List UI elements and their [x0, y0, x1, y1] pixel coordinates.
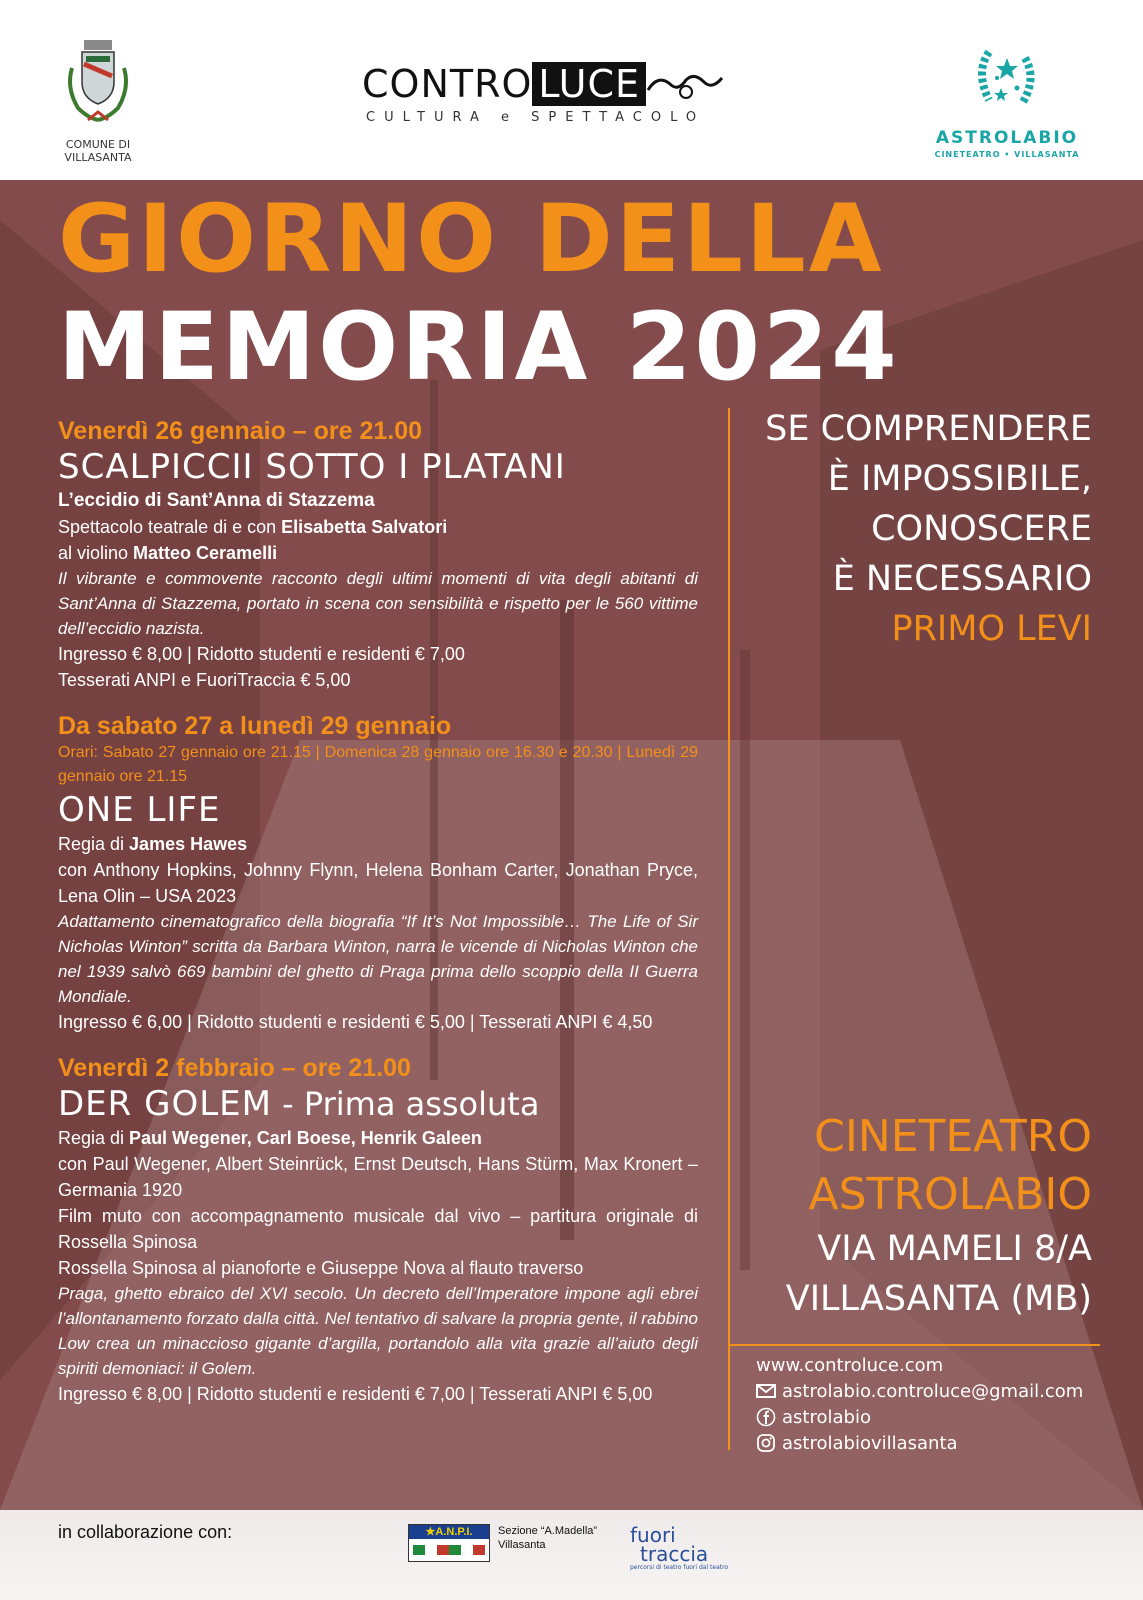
- contacts-block: [756, 1352, 1096, 1456]
- title-line2: MEMORIA 2024: [58, 293, 900, 402]
- title-line1: GIORNO DELLA: [58, 185, 885, 294]
- dragon-ornament-icon: [646, 70, 724, 104]
- director-name: James Hawes: [129, 834, 248, 854]
- event-price: Tesserati ANPI e FuoriTraccia € 5,00: [58, 670, 351, 690]
- event-date: Venerdì 26 gennaio – ore 21.00: [58, 417, 423, 445]
- event-price: Ingresso € 6,00 | Ridotto studenti e residenti € 5,00 | Tesserati ANPI € 4,50: [58, 1012, 653, 1032]
- quote-line: CONOSCERE: [871, 509, 1092, 549]
- credit-name: Matteo Ceramelli: [133, 543, 278, 563]
- astrolabio-logo: [922, 38, 1092, 159]
- poster-main: [0, 180, 1143, 1510]
- collaboration-label: in collaborazione con:: [58, 1522, 233, 1542]
- event-subtitle: L’eccidio di Sant’Anna di Stazzema: [58, 490, 375, 511]
- quote-line: È IMPOSSIBILE,: [827, 459, 1092, 499]
- event-description: Adattamento cinematografico della biografia “If It’s Not Impossible… The Life of Sir Nicholas Winton” scritta da Barbara Winton, narra le vicende di Nicholas Winton che nel 1939 salvò 669 bambini del ghetto di Praga prima dello scoppio della II Guerra Mondiale.: [58, 912, 698, 1006]
- fuoritraccia-tagline: percorsi di teatro fuori dal teatro: [630, 1564, 729, 1571]
- event-director: [58, 1125, 698, 1151]
- event-price: Ingresso € 8,00 | Ridotto studenti e residenti € 7,00 | Tesserati ANPI € 5,00: [58, 1384, 653, 1404]
- venue-name-line1: CINETEATRO: [814, 1111, 1092, 1162]
- header: [0, 0, 1143, 180]
- anpi-text: [498, 1524, 597, 1552]
- contact-instagram[interactable]: [756, 1430, 1096, 1456]
- anpi-line2: Villasanta: [498, 1539, 546, 1551]
- event-date: Da sabato 27 a lunedì 29 gennaio: [58, 712, 452, 740]
- italian-flag-icon: [413, 1545, 485, 1555]
- controluce-wordmark: [362, 62, 782, 106]
- vertical-divider: [728, 408, 730, 1450]
- horizontal-divider: [730, 1344, 1100, 1346]
- controluce-tagline: CULTURA e SPETTACOLO: [366, 110, 706, 125]
- event-description: Il vibrante e commovente racconto degli ultimi momenti di vita degli abitanti di Sant’Anna di Stazzema, portato in scena con sensibilità e rispetto per le 560 vittime dell’eccidio nazista.: [58, 569, 698, 638]
- quote-author: PRIMO LEVI: [891, 609, 1092, 649]
- instagram-icon: [756, 1433, 776, 1453]
- anpi-badge: [408, 1524, 490, 1562]
- event-title: SCALPICCII SOTTO I PLATANI: [58, 447, 566, 487]
- event-credit: [58, 514, 698, 540]
- instagram-link[interactable]: astrolabiovillasanta: [782, 1432, 958, 1454]
- fuoritraccia-word2: traccia: [640, 1542, 709, 1566]
- coat-of-arms-icon: [58, 38, 138, 130]
- events-column: [58, 416, 698, 1407]
- venue-name-line2: ASTROLABIO: [808, 1169, 1092, 1220]
- event-date: Venerdì 2 febbraio – ore 21.00: [58, 1054, 411, 1082]
- event-description: Praga, ghetto ebraico del XVI secolo. Un decreto dell’Imperatore impone agli ebrei l’allontanamento forzato dalla città. Nel tentativo di salvare la propria gente, il rabbino Low crea un minaccioso gigante d’argilla, portandolo alla vita grazie all’aiuto degli spiriti demoniaci: il Golem.: [58, 1284, 698, 1378]
- event-credit: [58, 540, 698, 566]
- event-director: [58, 831, 698, 857]
- anpi-line1: Sezione “A.Madella”: [498, 1525, 598, 1537]
- venue-block: [740, 1108, 1092, 1324]
- event-cast: con Paul Wegener, Albert Steinrück, Ernst Deutsch, Hans Stürm, Max Kronert – Germania 1920: [58, 1154, 698, 1200]
- contact-email[interactable]: [756, 1378, 1096, 1404]
- anpi-logo: [408, 1524, 597, 1562]
- event-price: Ingresso € 8,00 | Ridotto studenti e residenti € 7,00: [58, 644, 465, 664]
- facebook-icon: [756, 1407, 776, 1427]
- credit-name: Elisabetta Salvatori: [281, 517, 448, 537]
- website-link[interactable]: www.controluce.com: [756, 1354, 944, 1376]
- quote-line: SE COMPRENDERE: [765, 409, 1092, 449]
- astrolabio-icon: [967, 38, 1047, 118]
- contact-facebook[interactable]: [756, 1404, 1096, 1430]
- credit-prefix: al violino: [58, 543, 134, 563]
- controluce-word-a: CONTRO: [362, 62, 533, 106]
- astrolabio-subtitle: CINETEATRO • VILLASANTA: [934, 150, 1080, 159]
- venue-address-line1: VIA MAMELI 8/A: [817, 1229, 1092, 1269]
- fuoritraccia-word1: fuori: [630, 1523, 676, 1547]
- email-link[interactable]: astrolabio.controluce@gmail.com: [782, 1380, 1084, 1402]
- comune-label: [52, 138, 144, 164]
- controluce-logo: [362, 62, 782, 125]
- event-cast: con Anthony Hopkins, Johnny Flynn, Helena Bonham Carter, Jonathan Pryce, Lena Olin – USA 2023: [58, 860, 698, 906]
- footer: [0, 1510, 1143, 1600]
- comune-line2: VILLASANTA: [64, 151, 132, 164]
- event-card: [58, 416, 698, 693]
- event-title-suffix: - Prima assoluta: [271, 1085, 540, 1123]
- event-schedule: Orari: Sabato 27 gennaio ore 21.15 | Domenica 28 gennaio ore 16.30 e 20.30 | Lunedì 29 gennaio ore 21.15: [58, 744, 698, 785]
- director-prefix: Regia di: [58, 1128, 130, 1148]
- anpi-badge-text: ★A.N.P.I.: [409, 1525, 489, 1539]
- contact-website[interactable]: [756, 1352, 1096, 1378]
- event-title-main: DER GOLEM: [58, 1084, 272, 1124]
- event-card: [58, 1053, 698, 1407]
- event-title: ONE LIFE: [58, 790, 221, 830]
- event-title: [58, 1083, 698, 1125]
- event-performers: Rossella Spinosa al pianoforte e Giuseppe Nova al flauto traverso: [58, 1258, 584, 1278]
- venue-address-line2: VILLASANTA (MB): [785, 1279, 1092, 1319]
- event-music: Film muto con accompagnamento musicale dal vivo – partitura originale di Rossella Spinosa: [58, 1206, 698, 1252]
- director-names: Paul Wegener, Carl Boese, Henrik Galeen: [129, 1128, 482, 1148]
- controluce-word-b: LUCE: [532, 62, 646, 106]
- facebook-link[interactable]: astrolabio: [782, 1406, 871, 1428]
- email-icon: [756, 1381, 776, 1401]
- quote-line: È NECESSARIO: [832, 559, 1092, 599]
- director-prefix: Regia di: [58, 834, 130, 854]
- event-card: [58, 711, 698, 1035]
- quote-block: [740, 404, 1092, 654]
- fuoritraccia-logo: [630, 1523, 729, 1571]
- comune-logo: [52, 38, 144, 164]
- astrolabio-name: ASTROLABIO: [935, 128, 1079, 148]
- comune-line1: COMUNE DI: [65, 138, 131, 151]
- credit-prefix: Spettacolo teatrale di e con: [58, 517, 282, 537]
